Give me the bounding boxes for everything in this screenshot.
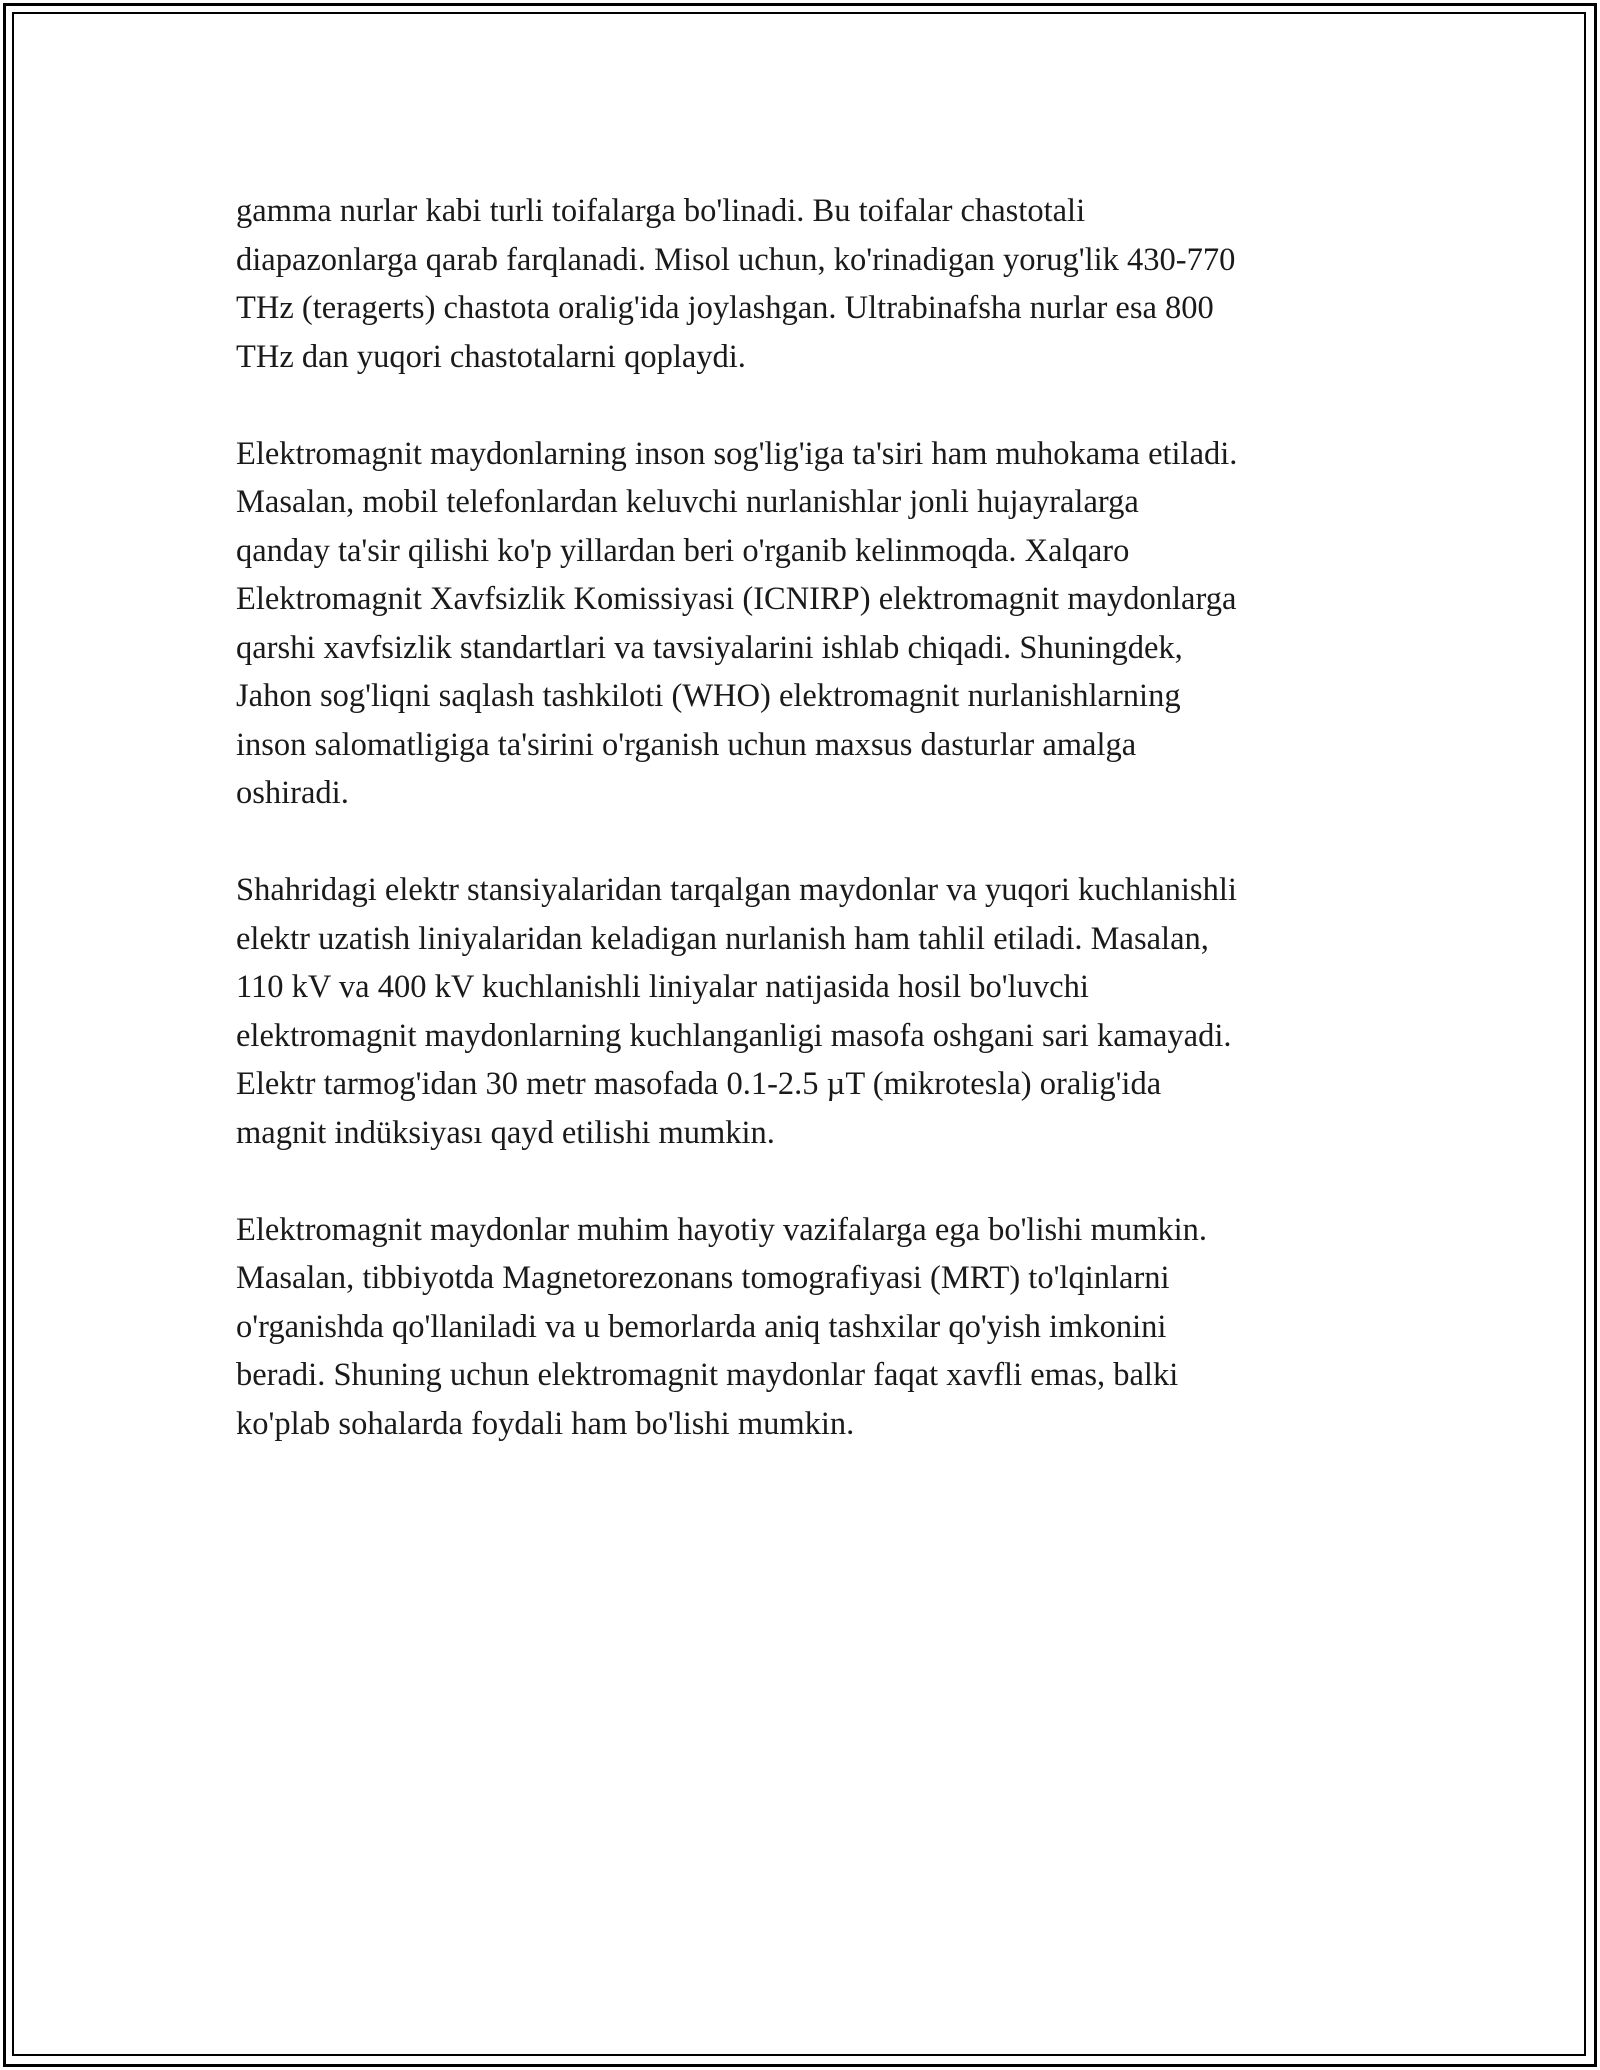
paragraph-1 [236, 187, 1376, 381]
paragraph-line: THz (teragerts) chastota oralig'ida joylashgan. Ultrabinafsha nurlar esa 800 [236, 290, 1214, 326]
paragraph-3 [236, 866, 1376, 1157]
paragraph-line: magnit indüksiyası qayd etilishi mumkin. [236, 1114, 775, 1151]
paragraph-line: Elektromagnit maydonlarning inson sog'lig'iga ta'siri ham muhokama etiladi. [236, 435, 1238, 472]
paragraph-line: 110 kV va 400 kV kuchlanishli liniyalar natijasida hosil bo'luvchi [236, 969, 1089, 1005]
paragraph-line: o'rganishda qo'llaniladi va u bemorlarda aniq tashxilar qo'yish imkonini [236, 1308, 1167, 1345]
paragraph-line: Masalan, mobil telefonlardan keluvchi nurlanishlar jonli hujayralarga [236, 484, 1139, 520]
paragraph-line: Jahon sog'liqni saqlash tashkiloti (WHO) elektromagnit nurlanishlarning [236, 678, 1181, 714]
paragraph-line: Elektromagnit Xavfsizlik Komissiyasi (ICNIRP) elektromagnit maydonlarga [236, 581, 1237, 617]
paragraph-line: Shahridagi elektr stansiyalaridan tarqalgan maydonlar va yuqori kuchlanishli [236, 872, 1237, 908]
paragraph-line: gamma nurlar kabi turli toifalarga bo'linadi. Bu toifalar chastotali [236, 193, 1086, 229]
paragraph-line: ko'plab sohalarda foydali ham bo'lishi mumkin. [236, 1405, 855, 1442]
paragraph-line: Masalan, tibbiyotda Magnetorezonans tomografiyasi (MRT) to'lqinlarni [236, 1260, 1170, 1296]
paragraph-line: elektr uzatish liniyalaridan keladigan nurlanish ham tahlil etiladi. Masalan, [236, 920, 1209, 957]
paragraph-line: elektromagnit maydonlarning kuchlanganligi masofa oshgani sari kamayadi. [236, 1017, 1232, 1054]
paragraph-line: THz dan yuqori chastotalarni qoplaydi. [236, 338, 746, 375]
paragraph-line: beradi. Shuning uchun elektromagnit maydonlar faqat xavfli emas, balki [236, 1357, 1179, 1393]
paragraph-line: oshiradi. [236, 775, 349, 811]
paragraph-4 [236, 1206, 1376, 1449]
paragraph-line: diapazonlarga qarab farqlanadi. Misol uchun, ko'rinadigan yorug'lik 430-770 [236, 241, 1236, 278]
document-body [236, 187, 1376, 1497]
paragraph-line: Elektromagnit maydonlar muhim hayotiy vazifalarga ega bo'lishi mumkin. [236, 1211, 1208, 1248]
paragraph-line: qarshi xavfsizlik standartlari va tavsiyalarini ishlab chiqadi. Shuningdek, [236, 629, 1183, 666]
paragraph-line: inson salomatligiga ta'sirini o'rganish uchun maxsus dasturlar amalga [236, 726, 1137, 763]
paragraph-line: qanday ta'sir qilishi ko'p yillardan beri o'rganib kelinmoqda. Xalqaro [236, 532, 1130, 569]
paragraph-line: Elektr tarmog'idan 30 metr masofada 0.1-2.5 µT (mikrotesla) oralig'ida [236, 1066, 1162, 1102]
paragraph-2 [236, 430, 1376, 818]
